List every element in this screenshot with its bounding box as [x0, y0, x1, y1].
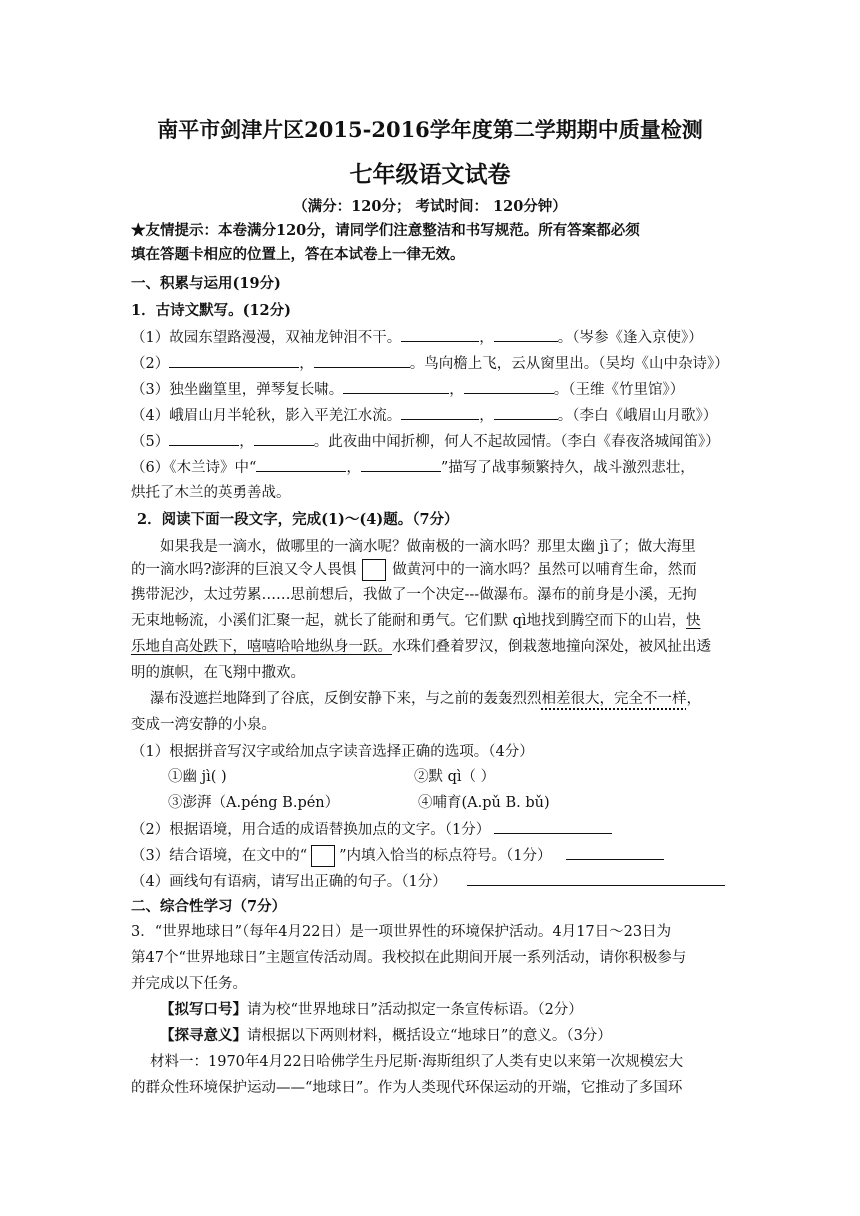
- underlined-sentence: 快: [686, 613, 701, 629]
- answer-blank[interactable]: [169, 353, 299, 368]
- answer-blank[interactable]: [361, 457, 441, 472]
- q2-sub-3: （3）结合语境，在文中的“ ”内填入恰当的标点符号。（1分）: [131, 845, 664, 867]
- passage-line: 的一滴水吗?澎湃的巨浪又令人畏惧 做黄河中的一滴水吗？虽然可以哺育生命，然而: [131, 559, 697, 581]
- answer-blank[interactable]: [566, 845, 664, 860]
- q3-task-1: 【拟写口号】请为校“世界地球日”活动拟定一条宣传标语。（2分）: [160, 1001, 583, 1018]
- passage-line: 瀑布没遮拦地降到了谷底，反倒安静下来，与之前的轰轰烈烈相差很大，完全不一样，: [150, 691, 701, 707]
- notice-line-1: ★友情提示：本卷满分120分，请同学们注意整洁和书写规范。所有答案都必须: [131, 222, 640, 239]
- notice-line-2: 填在答题卡相应的位置上，答在本试卷上一律无效。: [131, 246, 465, 263]
- score-time-info: （满分：120分； 考试时间： 120分钟）: [293, 198, 567, 215]
- answer-blank[interactable]: [254, 431, 314, 446]
- answer-blank[interactable]: [169, 431, 239, 446]
- answer-blank[interactable]: [256, 457, 346, 472]
- underlined-sentence: 乐地自高处跌下，嘻嘻哈哈地纵身一跃。: [131, 639, 392, 655]
- q3-line: 3．“世界地球日”（每年4月22日）是一项世界性的环境保护活动。4月17日～23日为: [131, 924, 672, 940]
- answer-blank[interactable]: [343, 379, 449, 394]
- material-line: 材料一：1970年4月22日哈佛学生丹尼斯·海斯组织了人类有史以来第一次规模宏大: [150, 1054, 684, 1070]
- material-line: 的群众性环境保护运动——“地球日”。作为人类现代环保运动的开端，它推动了多国环: [131, 1080, 683, 1096]
- q1-item-6: （6）《木兰诗》中“ ， ”描写了战事频繁持久，战斗激烈悲壮，: [131, 457, 695, 478]
- passage-line: 无束地畅流，小溪们汇聚一起，就长了能耐和勇气。它们默 qì地找到腾空而下的山岩，快: [131, 613, 701, 629]
- answer-blank[interactable]: [401, 327, 479, 342]
- exam-title: 南平市剑津片区2015-2016学年度第二学期期中质量检测: [157, 117, 703, 142]
- q3-line: 第47个“世界地球日”主题宣传活动周。我校拟在此期间开展一系列活动，请你积极参与: [131, 950, 687, 966]
- q1-item-4: （4）峨眉山月半轮秋，影入平羌江水流。 ， 。（李白《峨眉山月歌》）: [131, 405, 717, 426]
- passage-line: 携带泥沙，太过劳累……思前想后，我做了一个决定---做瀑布。瀑布的前身是小溪，无拘: [131, 587, 697, 603]
- passage-line: 乐地自高处跌下，嘻嘻哈哈地纵身一跃。水珠们叠着罗汉，倒栽葱地撞向深处，被风扯出透: [131, 639, 711, 655]
- q2-sub-1: （1）根据拼音写汉字或给加点字读音选择正确的选项。（4分）: [131, 744, 534, 760]
- q1-item-3: （3）独坐幽篁里，弹琴复长啸。 ， 。（王维《竹里馆》）: [131, 379, 684, 400]
- part2-heading: 二、综合性学习（7分）: [131, 898, 287, 915]
- q1-item-6-cont: 烘托了木兰的英勇善战。: [131, 485, 291, 501]
- answer-blank[interactable]: [494, 405, 558, 420]
- option-3: ③澎湃（A.péng B.pén）: [168, 795, 340, 811]
- option-1: ①幽 jì( ): [168, 769, 227, 785]
- answer-blank[interactable]: [464, 379, 554, 394]
- answer-blank[interactable]: [494, 819, 612, 834]
- passage-line: 变成一湾安静的小泉。: [131, 717, 276, 733]
- answer-blank[interactable]: [494, 327, 558, 342]
- dotted-phrase: 相差很大，完全不一样: [541, 691, 687, 707]
- q3-line: 并完成以下任务。: [131, 976, 247, 992]
- q1-title: 1．古诗文默写。(12分): [131, 302, 291, 319]
- q1-item-2: （2） ， 。鸟向檐上飞，云从窗里出。（吴均《山中杂诗》）: [131, 353, 729, 374]
- punctuation-box[interactable]: [362, 559, 386, 581]
- answer-blank[interactable]: [467, 871, 725, 886]
- answer-blank[interactable]: [401, 405, 479, 420]
- passage-line: 明的旗帜，在飞翔中撒欢。: [131, 665, 305, 681]
- option-4: ④哺育(A.pǔ B. bǔ): [418, 795, 550, 811]
- q1-item-5: （5） ， 。此夜曲中闻折柳，何人不起故园情。（李白《春夜洛城闻笛》）: [131, 431, 720, 452]
- option-2: ②默 qì（ ）: [414, 769, 496, 785]
- answer-blank[interactable]: [314, 353, 410, 368]
- punctuation-box: [311, 845, 335, 867]
- q1-item-1: （1）故园东望路漫漫，双袖龙钟泪不干。 ， 。（岑参《逢入京使》）: [131, 327, 703, 348]
- q3-task-2: 【探寻意义】请根据以下两则材料，概括设立“地球日”的意义。（3分）: [160, 1027, 612, 1044]
- q2-title: 2．阅读下面一段文字，完成(1)～(4)题。（7分）: [137, 511, 459, 528]
- q2-sub-4: （4）画线句有语病，请写出正确的句子。（1分）: [131, 871, 725, 892]
- exam-subtitle: 七年级语文试卷: [349, 161, 511, 188]
- passage-line: 如果我是一滴水，做哪里的一滴水呢？做南极的一滴水吗？那里太幽 jì了；做大海里: [160, 539, 696, 555]
- q2-sub-2: （2）根据语境，用合适的成语替换加点的文字。（1分）: [131, 819, 612, 840]
- part1-heading: 一、积累与运用(19分): [131, 275, 281, 292]
